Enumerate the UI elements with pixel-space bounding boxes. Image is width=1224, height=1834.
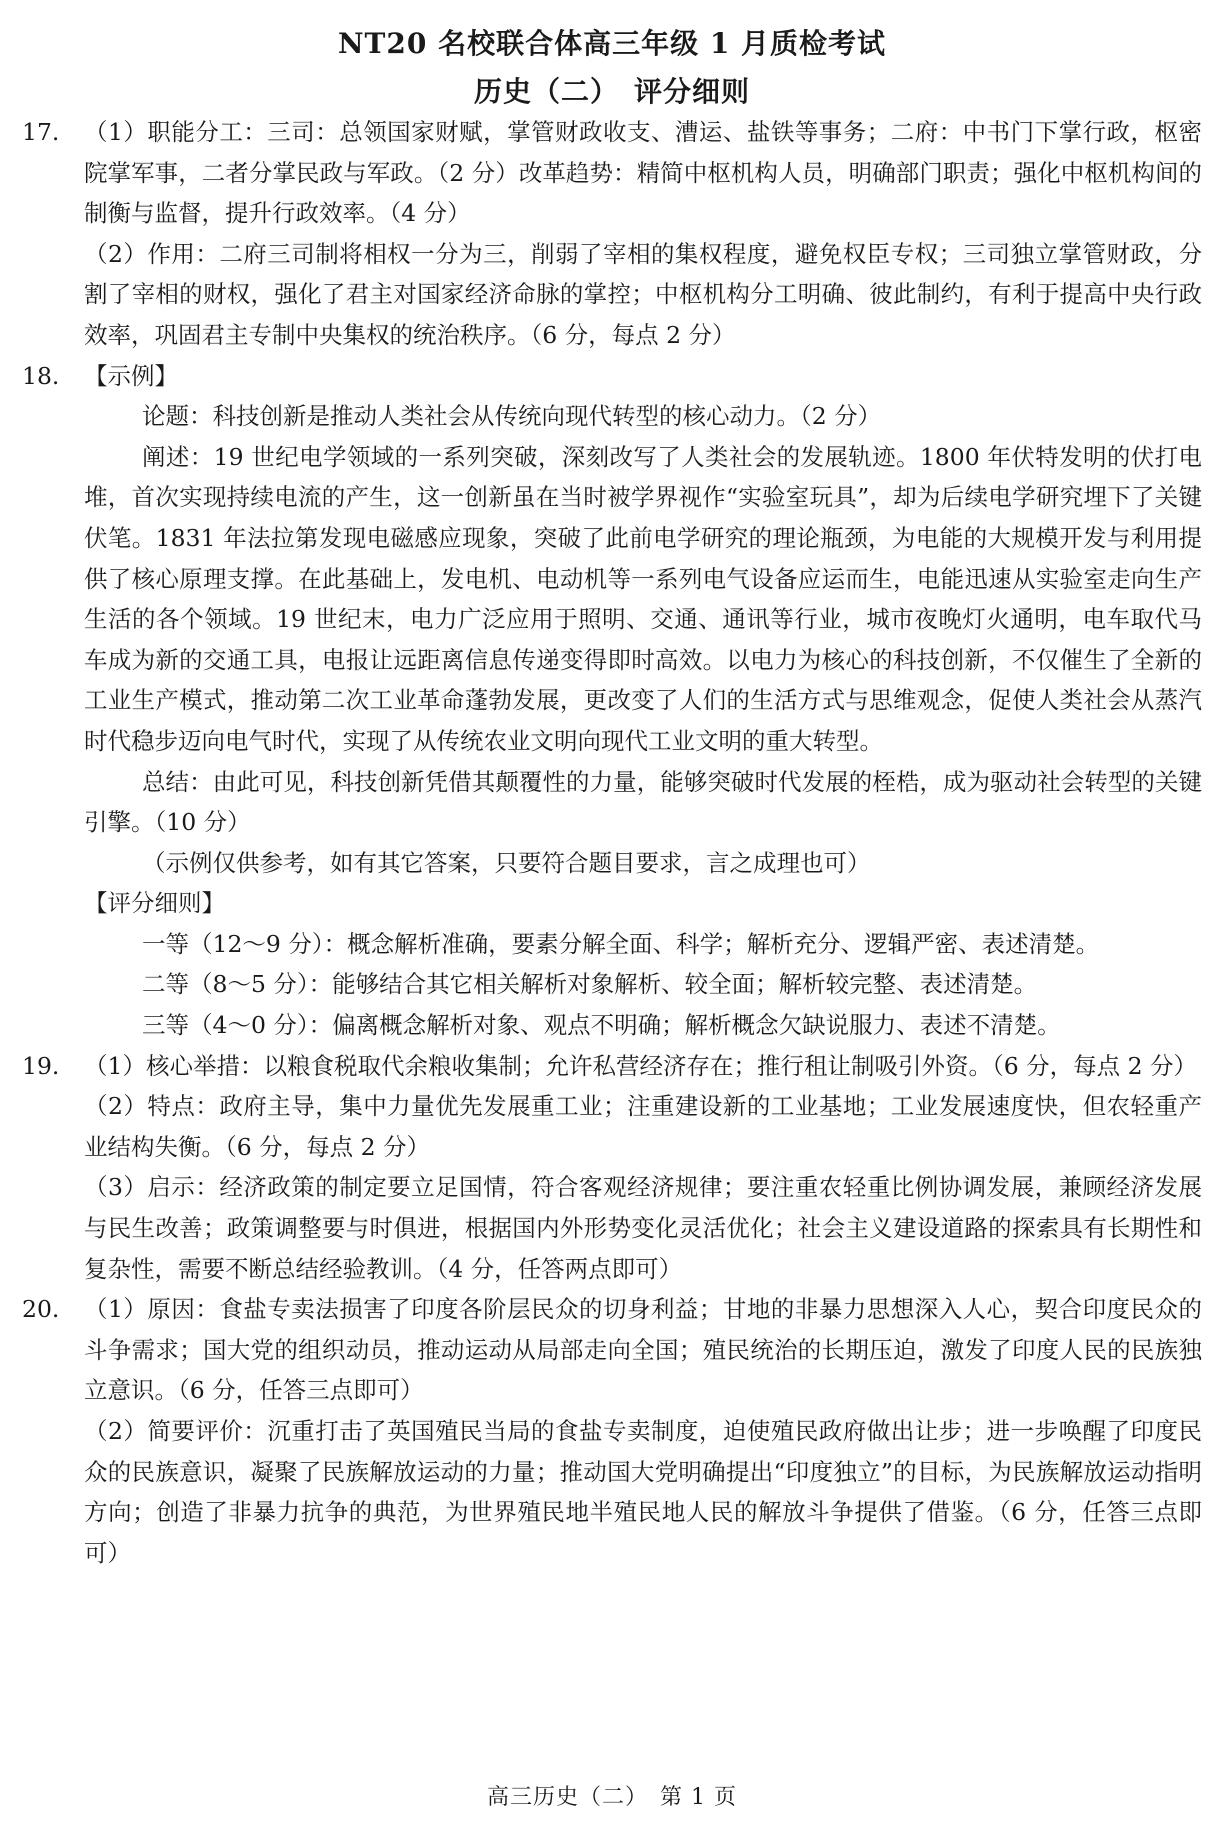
- grade-level-1: 一等（12～9 分）：概念解析准确，要素分解全面、科学；解析充分、逻辑严密、表述清楚。: [142, 929, 1100, 958]
- q17-part1: （1）职能分工：三司：总领国家财赋，掌管财政收支、漕运、盐铁等事务；二府：中书门下掌行政，枢密院掌军事，二者分掌民政与军政。（2 分）改革趋势：精简中枢机构人员，明确部门职责；强化中枢机构间的制衡与监督，提升行政效率。（4 分）: [84, 118, 1202, 228]
- criteria-label: 【评分细则】: [84, 889, 225, 918]
- question-number: 17.: [22, 118, 60, 146]
- question-number: 19.: [22, 1051, 60, 1080]
- q20-part1: （1）原因：食盐专卖法损害了印度各阶层民众的切身利益；甘地的非暴力思想深入人心，契合印度民众的斗争需求；国大党的组织动员，推动运动从局部走向全国；殖民统治的长期压迫，激发了印度人民的民族独立意识。（6 分，任答三点即可）: [84, 1295, 1202, 1405]
- exam-title: NT20 名校联合体高三年级 1 月质检考试: [337, 27, 887, 60]
- question-17: [22, 112, 1202, 356]
- question-number: 18.: [22, 361, 60, 390]
- q19-part3: （3）启示：经济政策的制定要立足国情，符合客观经济规律；要注重农轻重比例协调发展，兼顾经济发展与民生改善；政策调整要与时俱进，根据国内外形势变化灵活优化；社会主义建设道路的探索具有长期性和复杂性，需要不断总结经验教训。（4 分，任答两点即可）: [84, 1173, 1202, 1283]
- q17-part2: （2）作用：二府三司制将相权一分为三，削弱了宰相的集权程度，避免权臣专权；三司独立掌管财政，分割了宰相的财权，强化了君主对国家经济命脉的掌控；中枢机构分工明确、彼此制约，有利于提高中央行政效率，巩固君主专制中央集权的统治秩序。（6 分，每点 2 分）: [84, 239, 1202, 349]
- question-18: [22, 356, 1202, 1046]
- q18-summary: 总结：由此可见，科技创新凭借其颠覆性的力量，能够突破时代发展的桎梏，成为驱动社会转型的关键引擎。（10 分）: [84, 767, 1202, 837]
- q19-part2: （2）特点：政府主导，集中力量优先发展重工业；注重建设新的工业基地；工业发展速度快，但农轻重产业结构失衡。（6 分，每点 2 分）: [84, 1092, 1202, 1161]
- q18-note: （示例仅供参考，如有其它答案，只要符合题目要求，言之成理也可）: [142, 848, 871, 877]
- q18-elaboration: 阐述：19 世纪电学领域的一系列突破，深刻改写了人类社会的发展轨迹。1800 年伏特发明的伏打电堆，首次实现持续电流的产生，这一创新虽在当时被学界视作“实验室玩具”，却为后续电学研究埋下了关键伏笔。1831 年法拉第发现电磁感应现象，突破了此前电学研究的理论瓶颈，为电能的大规模开发与利用提供了核心原理支撑。在此基础上，发电机、电动机等一系列电气设备应运而生，电能迅速从实验室走向生产生活的各个领域。19 世纪末，电力广泛应用于照明、交通、通讯等行业，城市夜晚灯火通明，电车取代马车成为新的交通工具，电报让远距离信息传递变得即时高效。以电力为核心的科技创新，不仅催生了全新的工业生产模式，推动第二次工业革命蓬勃发展，更改变了人们的生活方式与思维观念，促使人类社会从蒸汽时代稳步迈向电气时代，实现了从传统农业文明向现代工业文明的重大转型。: [84, 442, 1202, 755]
- grade-level-2: 二等（8～5 分）：能够结合其它相关解析对象解析、较全面；解析较完整、表述清楚。: [142, 970, 1038, 999]
- exam-subtitle: 历史（二） 评分细则: [473, 75, 750, 108]
- question-19: [22, 1046, 1202, 1290]
- grade-level-3: 三等（4～0 分）：偏离概念解析对象、观点不明确；解析概念欠缺说服力、表述不清楚。: [142, 1011, 1061, 1040]
- q20-part2: （2）简要评价：沉重打击了英国殖民当局的食盐专卖制度，迫使殖民政府做出让步；进一步唤醒了印度民众的民族意识，凝聚了民族解放运动的力量；推动国大党明确提出“印度独立”的目标，为民族解放运动指明方向；创造了非暴力抗争的典范，为世界殖民地半殖民地人民的解放斗争提供了借鉴。（6 分，任答三点即可）: [84, 1417, 1202, 1567]
- q19-part1: （1）核心举措：以粮食税取代余粮收集制；允许私营经济存在；推行租让制吸引外资。（6 分，每点 2 分）: [84, 1051, 1198, 1080]
- answer-content: [22, 112, 1202, 1573]
- example-label: 【示例】: [84, 361, 178, 390]
- question-20: [22, 1289, 1202, 1573]
- q18-thesis: 论题：科技创新是推动人类社会从传统向现代转型的核心动力。（2 分）: [142, 402, 882, 431]
- page-footer: 高三历史（二） 第 1 页: [487, 1785, 737, 1810]
- question-number: 20.: [22, 1295, 60, 1324]
